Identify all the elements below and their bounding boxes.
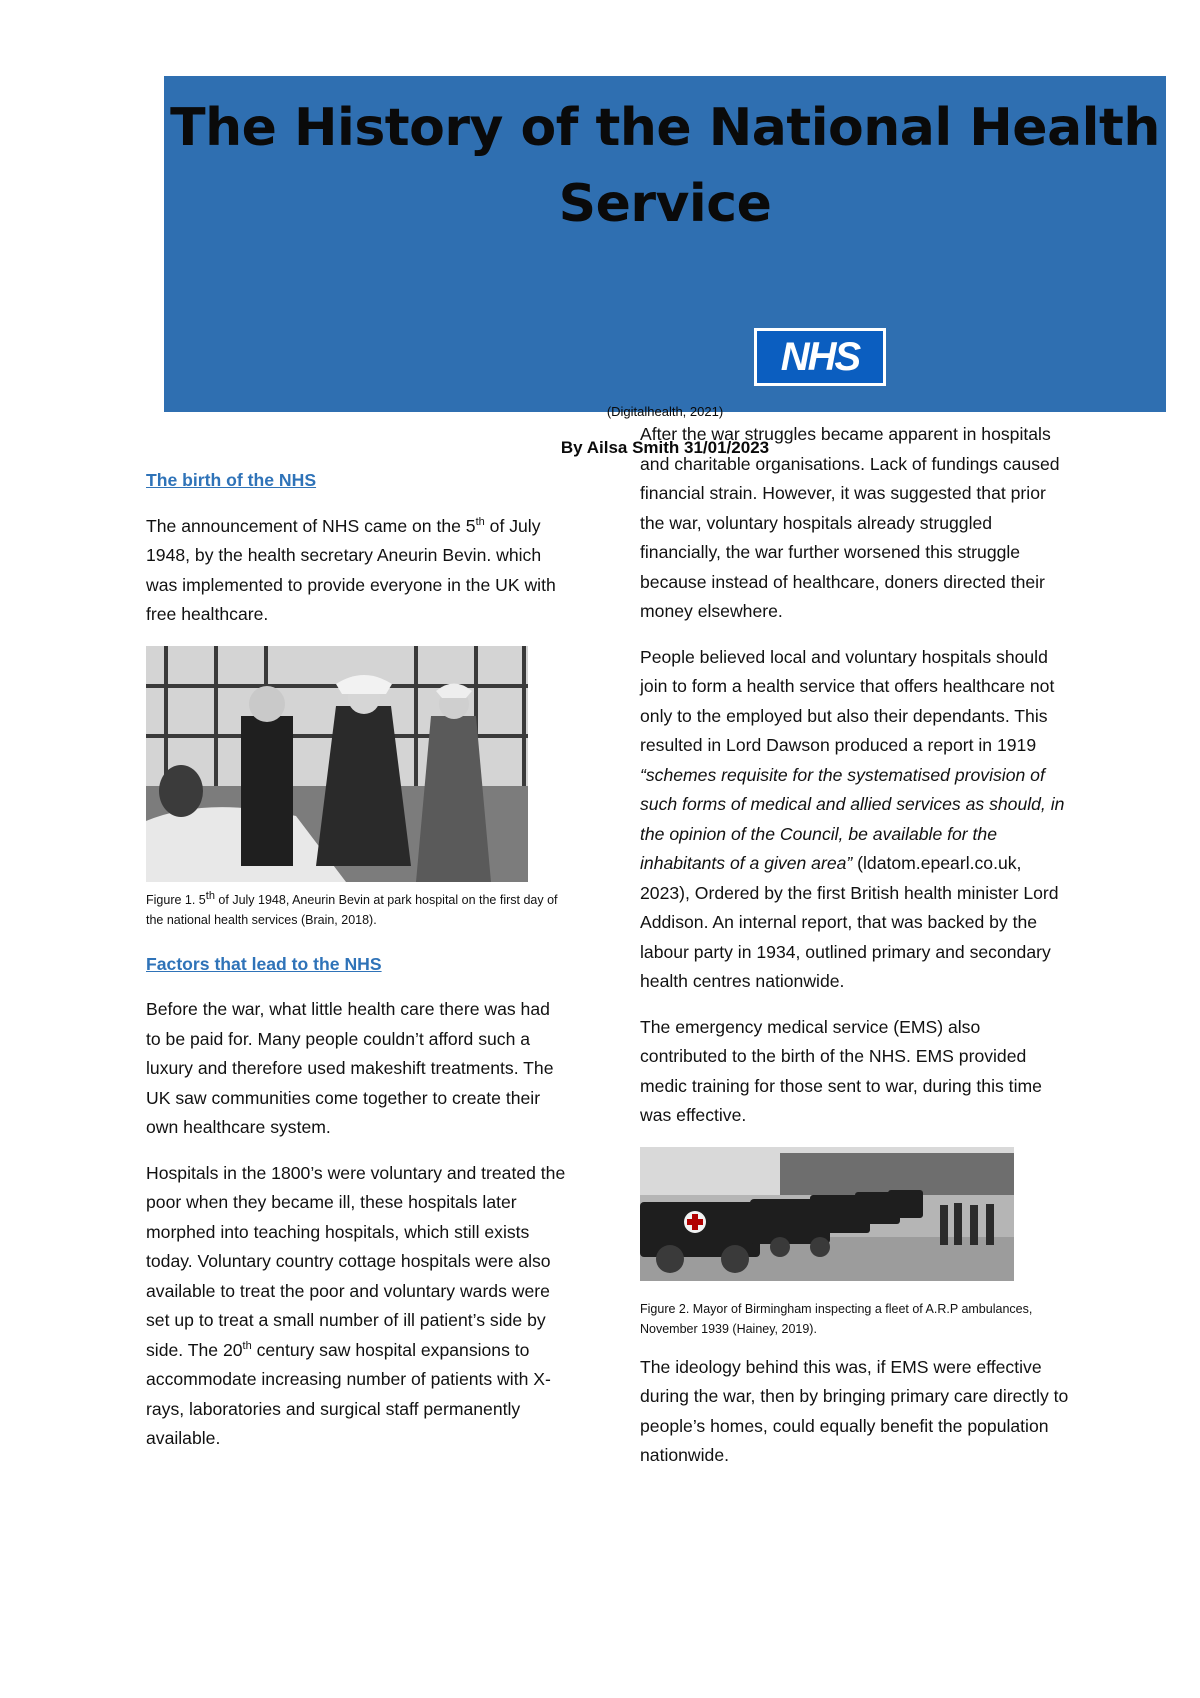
paragraph-before-war: Before the war, what little health care there was had to be paid for. Many people couldn’t afford such a luxury and therefore used makeshift treatments. The UK saw communities come together to create their own healthcare system. (146, 999, 554, 1137)
byline: By Ailsa Smith 31/01/2023 (560, 438, 770, 457)
figure-2-photo (640, 1147, 1014, 1281)
page-title: The History of the National Health Service (170, 98, 1160, 234)
hospital-ward-photo (146, 646, 528, 882)
paragraph-announcement: The announcement of NHS came on the 5th of July 1948, by the health secretary Aneurin Bevin. which was implemented to provide everyone in the UK with free healthcare. (146, 515, 556, 624)
nhs-logo (754, 328, 886, 386)
title-banner (164, 76, 1166, 457)
paragraph-hospitals-1800s: Hospitals in the 1800’s were voluntary and treated the poor when they became ill, these hospitals later morphed into teaching hospitals, which still exists today. Voluntary country cottage hospitals were also available to treat the poor and voluntary wards were set up to treat a small number of ill patient’s side by side. The 20th century saw hospital expansions to accommodate increasing number of patients with X-rays, laboratories and surgical staff permanently available. (146, 1162, 566, 1448)
nhs-logo-text: NHS (757, 331, 883, 383)
paragraph-ems: The emergency medical service (EMS) also contributed to the birth of the NHS. EMS provided medic training for those sent to war, during this time was effective. (640, 1016, 1042, 1125)
section-heading-factors: Factors that lead to the NHS (146, 953, 382, 974)
figure-1-photo (146, 646, 528, 882)
paragraph-dawson-report: People believed local and voluntary hospitals should join to form a health service that offers healthcare not only to the employed but also their dependants. This resulted in Lord Dawson produced a report in 1919 “schemes requisite for the systematised provision of such forms of medical and allied services as should, in the opinion of the Council, be available for the inhabitants of a given area” (ldatom.epearl.co.uk, 2023), Ordered by the first British health minister Lord Addison. An internal report, that was backed by the labour party in 1934, outlined primary and secondary health centres nationwide. (640, 646, 1065, 991)
figure-1-caption: Figure 1. 5th of July 1948, Aneurin Bevin at park hospital on the first day of the national health services (Brain, 2018). (146, 889, 558, 927)
ambulance-fleet-photo (640, 1147, 1014, 1281)
logo-credit: (Digitalhealth, 2021) (606, 404, 724, 419)
paragraph-ideology: The ideology behind this was, if EMS were effective during the war, then by bringing primary care directly to people’s homes, could equally benefit the population nationwide. (640, 1356, 1069, 1465)
section-heading-birth: The birth of the NHS (146, 470, 317, 490)
right-column (640, 420, 1070, 1487)
left-column (146, 466, 566, 1470)
figure-2-caption: Figure 2. Mayor of Birmingham inspecting a fleet of A.R.P ambulances, November 1939 (Hainey, 2019). (640, 1301, 1033, 1336)
paragraph-after-war: After the war struggles became apparent in hospitals and charitable organisations. Lack of fundings caused financial strain. However, it was suggested that prior the war, voluntary hospitals already struggled financially, the war further worsened this struggle because instead of healthcare, doners directed their money elsewhere. (640, 424, 1060, 621)
